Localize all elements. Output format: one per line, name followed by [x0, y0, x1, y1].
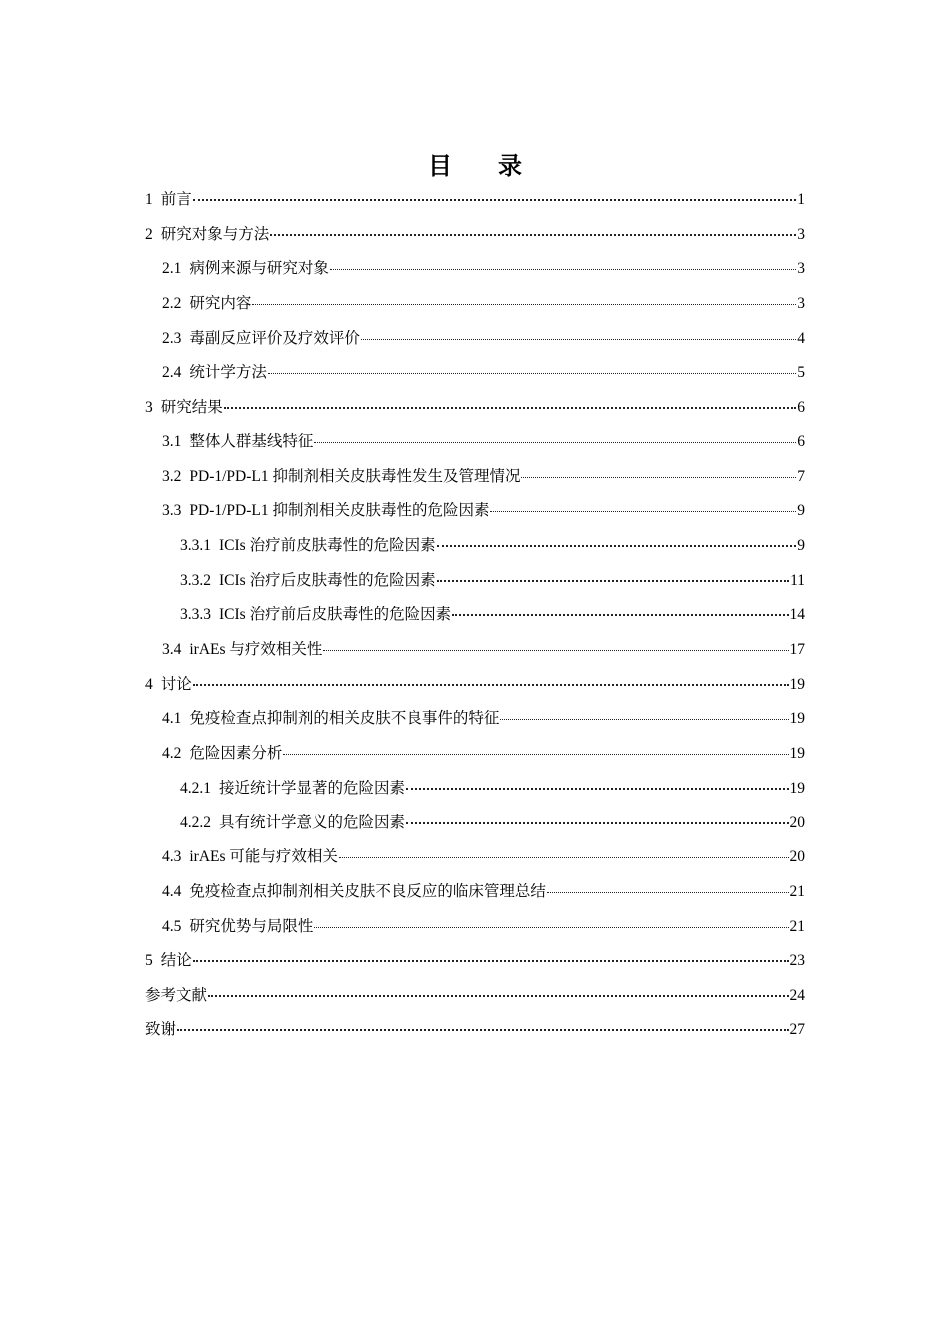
- toc-entry[interactable]: [162, 917, 805, 937]
- toc-entry-number: 2.1: [162, 260, 182, 277]
- toc-entry[interactable]: [162, 259, 805, 279]
- toc-leader-dots: [314, 442, 796, 443]
- toc-entry-text: PD-1/PD-L1 抑制剂相关皮肤毒性发生及管理情况: [189, 468, 521, 485]
- toc-title-part1: 目: [428, 152, 452, 180]
- toc-entry-text: 危险因素分析: [189, 745, 283, 762]
- toc-leader-dots: [252, 304, 796, 305]
- toc-entry[interactable]: [162, 847, 805, 867]
- toc-entry-number: 3.1: [162, 433, 182, 450]
- toc-entry-text: 具有统计学意义的危险因素: [219, 814, 406, 831]
- toc-entry-page: 21: [789, 918, 805, 935]
- toc-entry-number: 3.3.2: [180, 572, 211, 589]
- toc-entry-text: PD-1/PD-L1 抑制剂相关皮肤毒性的危险因素: [189, 502, 490, 519]
- toc-entry-number: 2.3: [162, 330, 182, 347]
- toc-leader-dots: [500, 719, 788, 720]
- toc-entry[interactable]: [162, 501, 805, 521]
- toc-entry-text: 免疫检查点抑制剂的相关皮肤不良事件的特征: [189, 710, 500, 727]
- toc-title-part2: 录: [498, 152, 522, 180]
- toc-entry-page: 19: [789, 780, 805, 797]
- toc-entry[interactable]: [162, 882, 805, 902]
- toc-entry-page: 7: [797, 468, 805, 485]
- toc-entry-page: 6: [797, 433, 805, 450]
- toc-entry-text: 讨论: [160, 676, 192, 693]
- toc-entry-page: 3: [797, 295, 805, 312]
- toc-entry[interactable]: [145, 951, 805, 971]
- toc-entry-text: 前言: [160, 191, 192, 208]
- toc-entry-page: 19: [789, 745, 805, 762]
- toc-leader-dots: [406, 788, 788, 790]
- toc-entry-page: 27: [789, 1021, 805, 1038]
- toc-entry[interactable]: [180, 536, 805, 556]
- toc-entry-text: ICIs 治疗前后皮肤毒性的危险因素: [219, 606, 452, 623]
- toc-entry[interactable]: [145, 986, 805, 1006]
- toc-entry-page: 3: [797, 226, 805, 243]
- toc-entry-number: 3.2: [162, 468, 182, 485]
- toc-entry-number: 3.3: [162, 502, 182, 519]
- toc-entry[interactable]: [162, 467, 805, 487]
- toc-entry-page: 4: [797, 330, 805, 347]
- toc-entry-number: 4.2.1: [180, 780, 211, 797]
- toc-title: [0, 146, 950, 181]
- toc-entry-number: 4.4: [162, 883, 182, 900]
- toc-entry-number: 3.3.1: [180, 537, 211, 554]
- toc-leader-dots: [490, 511, 796, 512]
- toc-entry[interactable]: [162, 744, 805, 764]
- toc-leader-dots: [361, 339, 796, 340]
- toc-entry-page: 24: [789, 987, 805, 1004]
- toc-entry-number: 3.4: [162, 641, 182, 658]
- toc-entry-page: 1: [797, 191, 805, 208]
- toc-entry[interactable]: [145, 225, 805, 245]
- toc-entry[interactable]: [162, 709, 805, 729]
- toc-leader-dots: [224, 407, 796, 409]
- toc-entry-number: 2: [145, 226, 153, 243]
- toc-entry-number: 4.3: [162, 848, 182, 865]
- toc-entry-text: 研究优势与局限性: [189, 918, 314, 935]
- toc-entry[interactable]: [162, 329, 805, 349]
- toc-entry-text: 结论: [160, 952, 192, 969]
- toc-entry-number: 2.4: [162, 364, 182, 381]
- toc-leader-dots: [437, 580, 789, 582]
- toc-entry-number: 1: [145, 191, 153, 208]
- toc-entry[interactable]: [145, 190, 805, 210]
- toc-entry-text: 免疫检查点抑制剂相关皮肤不良反应的临床管理总结: [189, 883, 546, 900]
- toc-entry[interactable]: [162, 640, 805, 660]
- toc-entry-page: 9: [797, 502, 805, 519]
- toc-entry-text: 参考文献: [145, 987, 208, 1004]
- toc-entry-number: 4.5: [162, 918, 182, 935]
- toc-entry-page: 14: [789, 606, 805, 623]
- toc-entry-page: 9: [797, 537, 805, 554]
- toc-entry[interactable]: [162, 363, 805, 383]
- toc-entry-page: 23: [789, 952, 805, 969]
- toc-entry-page: 5: [797, 364, 805, 381]
- toc-leader-dots: [208, 995, 788, 997]
- toc-entry-text: ICIs 治疗后皮肤毒性的危险因素: [219, 572, 436, 589]
- toc-entry-page: 6: [797, 399, 805, 416]
- toc-entry-number: 4.1: [162, 710, 182, 727]
- toc-entry-page: 21: [789, 883, 805, 900]
- toc-entry-page: 17: [789, 641, 805, 658]
- toc-entry[interactable]: [145, 1020, 805, 1040]
- toc-entry-text: 统计学方法: [189, 364, 267, 381]
- toc-leader-dots: [339, 857, 789, 858]
- toc-leader-dots: [437, 545, 797, 547]
- toc-entry-text: 病例来源与研究对象: [189, 260, 329, 277]
- toc-entry[interactable]: [162, 432, 805, 452]
- toc-entry-page: 11: [790, 572, 805, 589]
- toc-entry-page: 19: [789, 676, 805, 693]
- toc-leader-dots: [314, 927, 788, 928]
- toc-entry-text: 毒副反应评价及疗效评价: [189, 330, 360, 347]
- toc-entry-text: irAEs 与疗效相关性: [189, 641, 323, 658]
- toc-entry-text: irAEs 可能与疗效相关: [189, 848, 338, 865]
- toc-entry-number: 4.2: [162, 745, 182, 762]
- toc-entry[interactable]: [180, 813, 805, 833]
- toc-entry-number: 4.2.2: [180, 814, 211, 831]
- toc-entry-text: 整体人群基线特征: [189, 433, 314, 450]
- toc-entry-text: ICIs 治疗前皮肤毒性的危险因素: [219, 537, 436, 554]
- toc-entry-number: 3: [145, 399, 153, 416]
- toc-entry[interactable]: [180, 605, 805, 625]
- toc-entry-text: 研究结果: [160, 399, 223, 416]
- toc-entry[interactable]: [145, 398, 805, 418]
- toc-leader-dots: [177, 1029, 788, 1031]
- toc-entry-number: 2.2: [162, 295, 182, 312]
- toc-entry-page: 20: [789, 814, 805, 831]
- toc-leader-dots: [193, 684, 789, 686]
- toc-leader-dots: [547, 892, 789, 893]
- toc-leader-dots: [521, 477, 796, 478]
- toc-entry[interactable]: [145, 675, 805, 695]
- toc-entry-text: 致谢: [145, 1021, 177, 1038]
- toc-entry[interactable]: [180, 571, 805, 591]
- toc-entry-page: 3: [797, 260, 805, 277]
- toc-leader-dots: [268, 373, 796, 374]
- toc-entry-text: 接近统计学显著的危险因素: [219, 780, 406, 797]
- toc-entry-number: 4: [145, 676, 153, 693]
- toc-leader-dots: [283, 754, 788, 755]
- toc-entry-page: 20: [789, 848, 805, 865]
- toc-leader-dots: [452, 614, 788, 616]
- toc-leader-dots: [193, 199, 796, 201]
- toc-entry-number: 3.3.3: [180, 606, 211, 623]
- toc-leader-dots: [406, 822, 788, 824]
- toc-entry-text: 研究内容: [189, 295, 252, 312]
- toc-leader-dots: [193, 960, 789, 962]
- toc-entry-number: 5: [145, 952, 153, 969]
- toc-leader-dots: [323, 650, 788, 651]
- toc-leader-dots: [270, 234, 796, 236]
- toc-entry[interactable]: [180, 779, 805, 799]
- toc-entry[interactable]: [162, 294, 805, 314]
- toc-entry-page: 19: [789, 710, 805, 727]
- toc-entry-text: 研究对象与方法: [160, 226, 270, 243]
- toc-leader-dots: [330, 269, 796, 270]
